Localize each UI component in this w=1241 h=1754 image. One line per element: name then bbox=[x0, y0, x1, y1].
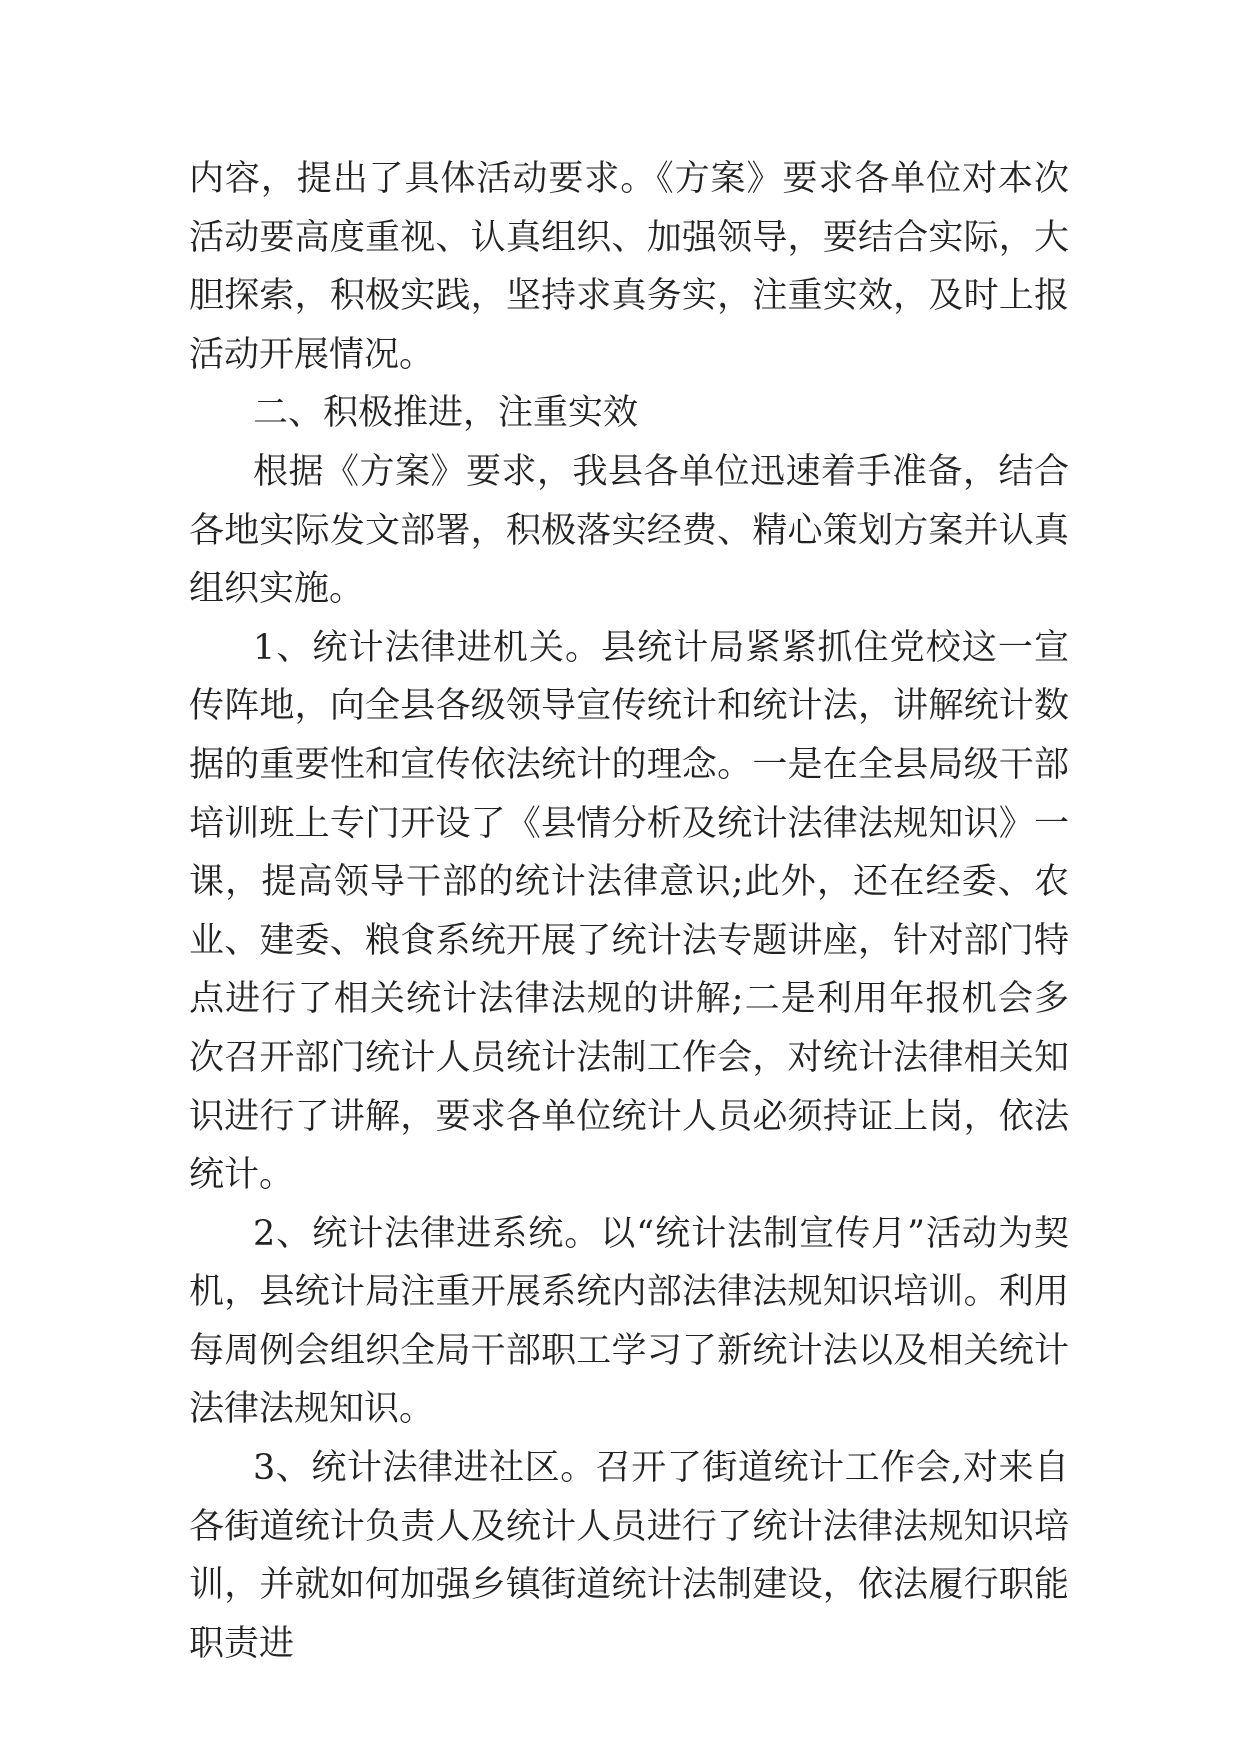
paragraph-intro: 根据《方案》要求，我县各单位迅速着手准备，结合各地实际发文部署，积极落实经费、精心策划方案并认真组织实施。 bbox=[189, 451, 1069, 610]
paragraph-continuation: 内容，提出了具体活动要求。《方案》要求各单位对本次活动要高度重视、认真组织、加强领导，要结合实际，大胆探索，积极实践，坚持求真务实，注重实效，及时上报活动开展情况。 bbox=[189, 159, 1069, 375]
document-body bbox=[189, 150, 1069, 1673]
paragraph-item-2: 2、统计法律进系统。以“统计法制宣传月”活动为契机，县统计局注重开展系统内部法律法规知识培训。利用每周例会组织全局干部职工学习了新统计法以及相关统计法律法规知识。 bbox=[189, 1213, 1069, 1430]
paragraph-item-1: 1、统计法律进机关。县统计局紧紧抓住党校这一宣传阵地，向全县各级领导宣传统计和统计法，讲解统计数据的重要性和宣传依法统计的理念。一是在全县局级干部培训班上专门开设了《县情分析及统计法律法规知识》一课，提高领导干部的统计法律意识;此外，还在经委、农业、建委、粮食系统开展了统计法专题讲座，针对部门特点进行了相关统计法律法规的讲解;二是利用年报机会多次召开部门统计人员统计法制工作会，对统计法律相关知识进行了讲解，要求各单位统计人员必须持证上岗，依法统计。 bbox=[189, 627, 1069, 1196]
section-heading: 二、积极推进，注重实效 bbox=[253, 393, 639, 434]
paragraph-item-3: 3、统计法律进社区。召开了街道统计工作会,对来自各街道统计负责人及统计人员进行了统计法律法规知识培训，并就如何加强乡镇街道统计法制建设，依法履行职能职责进 bbox=[189, 1448, 1069, 1664]
